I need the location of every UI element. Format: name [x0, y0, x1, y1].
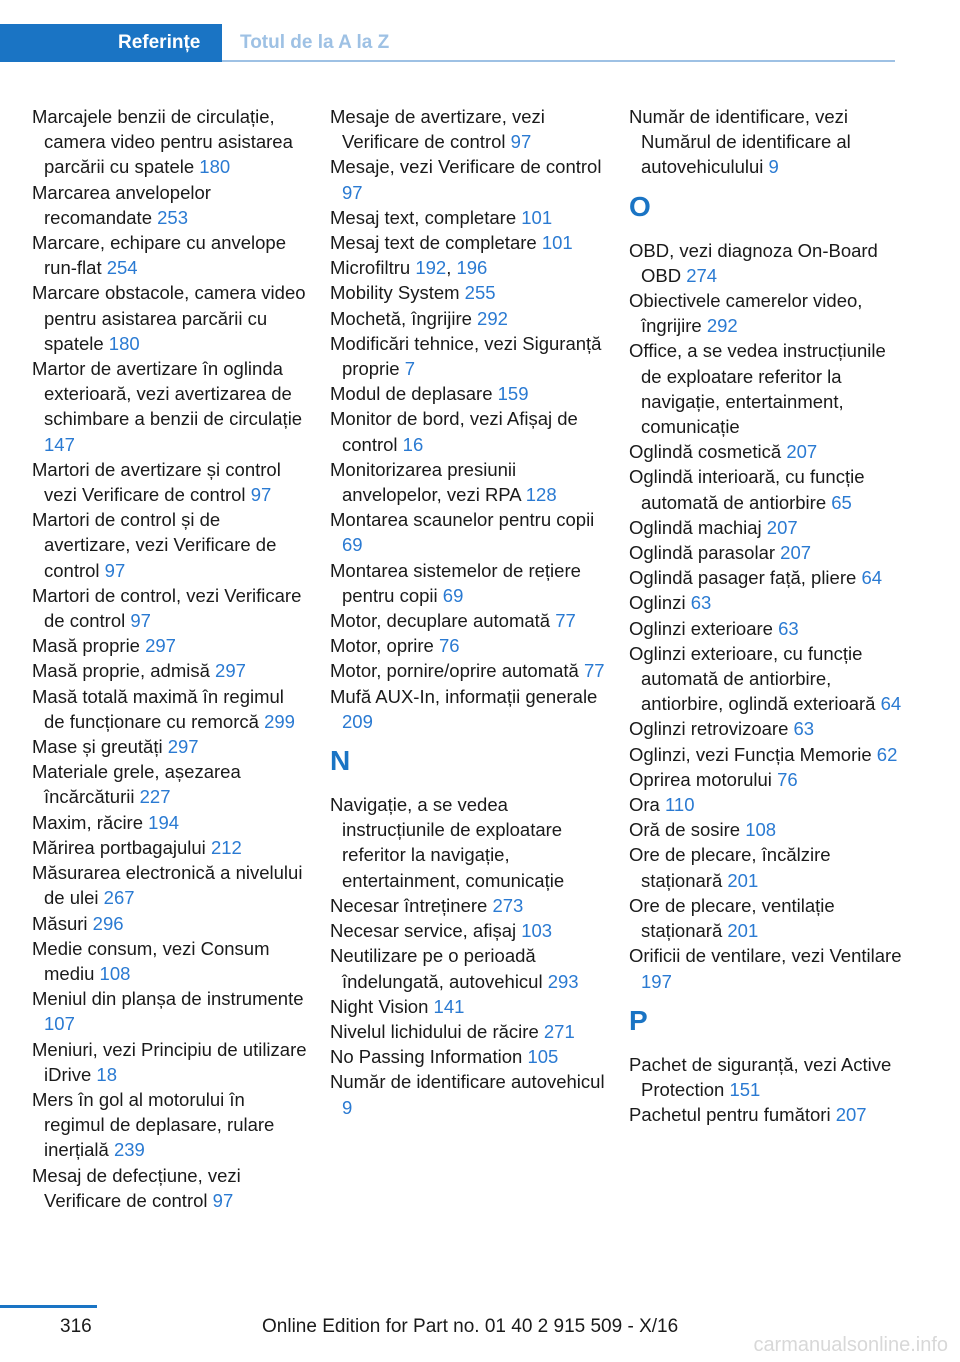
page-reference-link[interactable]: 16 [402, 433, 424, 455]
index-entry [330, 406, 605, 456]
index-entry [629, 716, 904, 741]
entry-text: Număr de identificare autovehicul [330, 1071, 605, 1093]
section-letter: O [629, 190, 651, 222]
index-entry [330, 1069, 605, 1119]
entry-text: Oglinzi exterioare, cu funcție automată de antiorbire, antiorbire, oglindă exterioară [629, 642, 881, 715]
index-entry [629, 540, 904, 565]
index-entry [330, 381, 605, 406]
page-reference-link[interactable]: 108 [99, 962, 131, 984]
page-reference-link[interactable]: 192 [415, 257, 447, 279]
page-reference-link[interactable]: 9 [342, 1096, 353, 1118]
entry-text: Oglindă interioară, cu funcție automată de antiorbire [629, 466, 865, 513]
page-reference-link[interactable]: 97 [510, 131, 532, 153]
entry-text: Oglindă machiaj [629, 516, 767, 538]
section-tab-active: Referințe [0, 24, 222, 62]
index-entry [32, 583, 307, 633]
index-entry [629, 943, 904, 993]
index-entry [629, 464, 904, 514]
entry-text: Office, a se vedea instrucțiunile de exploatare referitor la navigație, entertainment, comunicație [629, 340, 886, 438]
page-header [0, 24, 895, 62]
entry-text: Mase și greutăți [32, 736, 168, 758]
page-reference-link[interactable]: 273 [492, 894, 524, 916]
entry-text: Nivelul lichidului de răcire [330, 1020, 544, 1042]
index-entry [330, 658, 605, 683]
entry-text: Motor, decuplare automată [330, 610, 556, 632]
index-entry [629, 767, 904, 792]
entry-text: Oglinzi, vezi Funcția Memorie [629, 743, 877, 765]
entry-text: Montarea scaunelor pentru copii [330, 509, 595, 531]
index-entry [629, 742, 904, 767]
page-reference-link[interactable]: 97 [250, 484, 272, 506]
page-reference-link[interactable]: 63 [690, 592, 712, 614]
page-reference-link[interactable]: 271 [543, 1020, 575, 1042]
index-entry [629, 104, 904, 180]
entry-text: Meniul din planșa de instrumente [32, 988, 304, 1010]
index-entry [32, 986, 307, 1036]
index-entry [330, 280, 605, 305]
entry-text: Mobility System [330, 282, 465, 304]
index-column-3 [629, 104, 904, 1127]
entry-text: Mesaje, vezi Verificare de control [330, 156, 602, 178]
index-entry [32, 936, 307, 986]
page-reference-link[interactable]: 101 [521, 206, 553, 228]
entry-text: Obiectivele camerelor video, îngrijire [629, 290, 863, 337]
index-entry [32, 633, 307, 658]
entry-text: Marcajele benzii de circulație, camera video pentru asistarea parcării cu spatele [32, 106, 293, 178]
entry-text: Martori de control, vezi Verificare de control [32, 584, 302, 632]
edition-line: Online Edition for Part no. 01 40 2 915 509 - X/16 [262, 1316, 679, 1337]
index-entry [629, 616, 904, 641]
page-reference-link[interactable]: 101 [541, 232, 573, 254]
page-reference-link[interactable]: 77 [555, 610, 576, 632]
page-reference-link[interactable]: 62 [876, 743, 898, 765]
entry-text: Mers în gol al motorului în regimul de deplasare, rulare inerțială [32, 1088, 275, 1161]
entry-text: Martori de control și de avertizare, vezi Verificare de control [32, 509, 277, 581]
index-entry [32, 860, 307, 910]
page-reference-link[interactable]: 274 [686, 264, 718, 286]
page-reference-link[interactable]: 7 [404, 358, 416, 380]
index-entry [330, 558, 605, 608]
page-reference-link[interactable]: 255 [464, 282, 496, 304]
page-reference-link[interactable]: 297 [167, 736, 199, 758]
page-reference-link[interactable]: 194 [148, 811, 180, 833]
page-reference-link[interactable]: 76 [777, 768, 798, 790]
entry-text: Masă proprie [32, 635, 146, 657]
footer-rule [0, 1305, 97, 1308]
entry-text: Oglinzi retrovizoare [629, 718, 794, 740]
entry-text: No Passing Information [330, 1046, 528, 1068]
index-entry [32, 1163, 307, 1213]
page-reference-link[interactable]: 97 [104, 559, 126, 581]
entry-text: Ore de plecare, ventilație staționară [629, 894, 835, 942]
entry-text: Măsuri [32, 912, 93, 934]
page-reference-link[interactable]: 159 [497, 383, 529, 405]
page-reference-link[interactable]: 197 [641, 970, 672, 992]
watermark: carmanualsonline.info [753, 1334, 948, 1356]
index-entry [629, 893, 904, 943]
index-entry [32, 1037, 307, 1087]
index-entry [330, 306, 605, 331]
index-entry [330, 507, 605, 557]
page-reference-link[interactable]: 107 [44, 1013, 75, 1035]
page-reference-link[interactable]: 239 [113, 1139, 145, 1161]
page-reference-link[interactable]: 69 [342, 534, 363, 556]
entry-text: Materiale grele, așezarea încărcăturii [32, 761, 241, 808]
entry-text: Motor, pornire/oprire automată [330, 660, 584, 682]
index-entry [32, 1087, 307, 1163]
page-reference-link[interactable]: 110 [664, 794, 695, 816]
entry-text: Mesaj text de completare [330, 232, 542, 254]
section-letter: P [629, 1004, 648, 1036]
index-entry [629, 238, 904, 288]
entry-text: Oglindă cosmetică [629, 441, 787, 463]
page-reference-link[interactable]: 64 [861, 567, 883, 589]
index-entry [629, 565, 904, 590]
page-reference-link[interactable]: 108 [745, 819, 777, 841]
entry-text: Navigație, a se vedea instrucțiunile de exploatare referitor la navigație, entertainment, comunicație [330, 794, 565, 891]
index-entry [629, 1052, 904, 1102]
entry-text: Meniuri, vezi Principiu de utilizare iDrive [32, 1038, 307, 1085]
entry-text: Necesar întreținere [330, 894, 493, 916]
page-reference-link[interactable]: 267 [103, 887, 135, 909]
index-entry [32, 684, 307, 734]
entry-text: Număr de identificare, vezi Numărul de identificare al autovehiculului [629, 106, 851, 178]
entry-text: Montarea sistemelor de rețiere pentru copii [330, 559, 581, 606]
index-entry [629, 641, 904, 717]
page-reference-link[interactable]: 201 [727, 869, 759, 891]
index-entry [32, 457, 307, 507]
index-entry [32, 280, 307, 356]
index-entry [32, 356, 307, 457]
entry-text: Mufă AUX-In, informații generale [330, 685, 598, 707]
entry-text: Oprirea motorului [629, 768, 778, 790]
index-entry [32, 759, 307, 809]
index-entry [330, 684, 605, 734]
index-entry [629, 792, 904, 817]
index-entry [330, 1044, 605, 1069]
page-reference-link[interactable]: 147 [44, 433, 75, 455]
page-reference-link[interactable]: 207 [766, 516, 798, 538]
page-reference-link[interactable]: 297 [145, 635, 176, 657]
entry-text: Oglindă parasolar [629, 542, 781, 564]
page-reference-link[interactable]: 97 [130, 610, 151, 632]
page-reference-link[interactable]: 207 [786, 441, 818, 463]
index-entry [32, 810, 307, 835]
page-reference-link[interactable]: 128 [525, 484, 557, 506]
index-entry [330, 104, 605, 154]
entry-text: Medie consum, vezi Consum mediu [32, 937, 270, 984]
page-number: 316 [60, 1316, 92, 1337]
entry-text: Oră de sosire [629, 819, 746, 841]
entry-text: Mochetă, îngrijire [330, 307, 478, 329]
page-reference-link[interactable]: 69 [442, 584, 464, 606]
entry-text: Martor de avertizare în oglinda exterioară, vezi avertizarea de schimbare a benzii de circulație [32, 358, 303, 430]
page-separator: , [446, 257, 457, 279]
index-entry [330, 893, 605, 918]
index-entry [32, 835, 307, 860]
entry-text: Oglinzi [629, 592, 691, 614]
index-entry [629, 338, 904, 439]
index-entry [330, 205, 605, 230]
index-entry [32, 911, 307, 936]
entry-text: Ora [629, 794, 665, 816]
entry-text: Pachetul pentru fumători [629, 1104, 836, 1126]
index-entry [330, 994, 605, 1019]
index-entry [629, 817, 904, 842]
entry-text: Mesaj de defecțiune, vezi Verificare de control [32, 1164, 241, 1211]
page-reference-link[interactable]: 63 [793, 718, 815, 740]
entry-text: Oglinzi exterioare [629, 617, 779, 639]
page-reference-link[interactable]: 77 [584, 660, 605, 682]
page-reference-link[interactable]: 18 [96, 1063, 117, 1085]
header-rule [222, 60, 895, 62]
index-entry [629, 439, 904, 464]
page-reference-link[interactable]: 141 [433, 995, 465, 1017]
entry-text: Mărirea portbagajului [32, 836, 211, 858]
entry-text: Marcarea anvelopelor recomandate [32, 181, 211, 228]
page-reference-link[interactable]: 105 [527, 1046, 559, 1068]
page-reference-link[interactable]: 180 [108, 332, 140, 354]
entry-text: OBD, vezi diagnoza On-Board OBD [629, 239, 878, 286]
index-entry [629, 1102, 904, 1127]
index-entry [330, 943, 605, 993]
entry-text: Necesar service, afișaj [330, 920, 522, 942]
index-entry [629, 288, 904, 338]
page-reference-link[interactable]: 180 [199, 156, 231, 178]
page-reference-link[interactable]: 292 [706, 315, 738, 337]
index-entry [32, 734, 307, 759]
entry-text: Oglindă pasager față, pliere [629, 567, 862, 589]
entry-text: Pachet de siguranță, vezi Active Protection [629, 1053, 892, 1100]
page-reference-link[interactable]: 227 [139, 786, 171, 808]
page-reference-link[interactable]: 212 [210, 836, 242, 858]
index-entry [330, 154, 605, 204]
entry-text: Modificări tehnice, vezi Siguranță proprie [330, 332, 602, 380]
index-column-1 [32, 104, 307, 1213]
page-reference-link[interactable]: 297 [215, 660, 246, 682]
index-entry [629, 515, 904, 540]
index-entry [330, 633, 605, 658]
page-reference-link[interactable]: 209 [342, 710, 373, 732]
index-entry [330, 331, 605, 381]
entry-text: Martori de avertizare și control vezi Verificare de control [32, 458, 281, 506]
page-reference-link[interactable]: 9 [768, 156, 779, 178]
entry-text: Marcare obstacole, camera video pentru asistarea parcării cu spatele [32, 282, 306, 354]
entry-text: Măsurarea electronică a nivelului de ulei [32, 862, 303, 909]
page-reference-link[interactable]: 296 [92, 912, 124, 934]
page-reference-link[interactable]: 201 [727, 920, 759, 942]
entry-text: Monitorizarea presiunii anvelopelor, vezi RPA [330, 458, 526, 506]
index-entry [32, 180, 307, 230]
page-reference-link[interactable]: 207 [780, 542, 812, 564]
entry-text: Motor, oprire [330, 635, 439, 657]
index-entry [629, 590, 904, 615]
section-letter: N [330, 745, 351, 777]
page-reference-link[interactable]: 64 [880, 693, 902, 715]
index-entry [330, 1019, 605, 1044]
entry-text: Modul de deplasare [330, 383, 498, 405]
page-reference-link[interactable]: 97 [342, 181, 363, 203]
index-entry [32, 658, 307, 683]
entry-text: Microfiltru [330, 257, 416, 279]
page-reference-link[interactable]: 76 [439, 635, 460, 657]
page-reference-link[interactable]: 254 [106, 257, 138, 279]
index-entry [32, 507, 307, 583]
page-reference-link[interactable]: 196 [456, 257, 488, 279]
page-reference-link[interactable]: 63 [778, 617, 799, 639]
entry-text: Maxim, răcire [32, 811, 149, 833]
index-entry [330, 918, 605, 943]
index-entry [330, 457, 605, 507]
page-reference-link[interactable]: 97 [212, 1189, 234, 1211]
page-reference-link[interactable]: 299 [264, 710, 295, 732]
entry-text: Orificii de ventilare, vezi Ventilare [629, 945, 902, 967]
page-reference-link[interactable]: 103 [521, 920, 553, 942]
index-entry [32, 104, 307, 180]
entry-text: Monitor de bord, vezi Afișaj de control [330, 408, 578, 455]
index-entry [330, 608, 605, 633]
index-entry [330, 792, 605, 893]
index-entry [32, 230, 307, 280]
entry-text: Mesaj text, completare [330, 206, 522, 228]
entry-text: Neutilizare pe o perioadă îndelungată, autovehicul [330, 945, 548, 992]
entry-text: Mesaje de avertizare, vezi Verificare de control [330, 106, 545, 153]
page-reference-link[interactable]: 292 [477, 307, 508, 329]
entry-text: Masă totală maximă în regimul de funcționare cu remorcă [32, 685, 284, 732]
page-reference-link[interactable]: 293 [547, 970, 579, 992]
entry-text: Masă proprie, admisă [32, 660, 216, 682]
page-reference-link[interactable]: 207 [835, 1104, 867, 1126]
index-entry [629, 842, 904, 892]
entry-text: Ore de plecare, încălzire staționară [629, 844, 831, 891]
index-entry [330, 255, 605, 280]
page-reference-link[interactable]: 253 [157, 206, 188, 228]
page-reference-link[interactable]: 151 [729, 1078, 761, 1100]
section-tab-subtitle: Totul de la A la Z [240, 32, 390, 53]
entry-text: Night Vision [330, 995, 434, 1017]
index-column-2 [330, 104, 605, 1120]
index-entry [330, 230, 605, 255]
page-reference-link[interactable]: 65 [831, 491, 852, 513]
entry-text: Marcare, echipare cu anvelope run-flat [32, 232, 287, 279]
